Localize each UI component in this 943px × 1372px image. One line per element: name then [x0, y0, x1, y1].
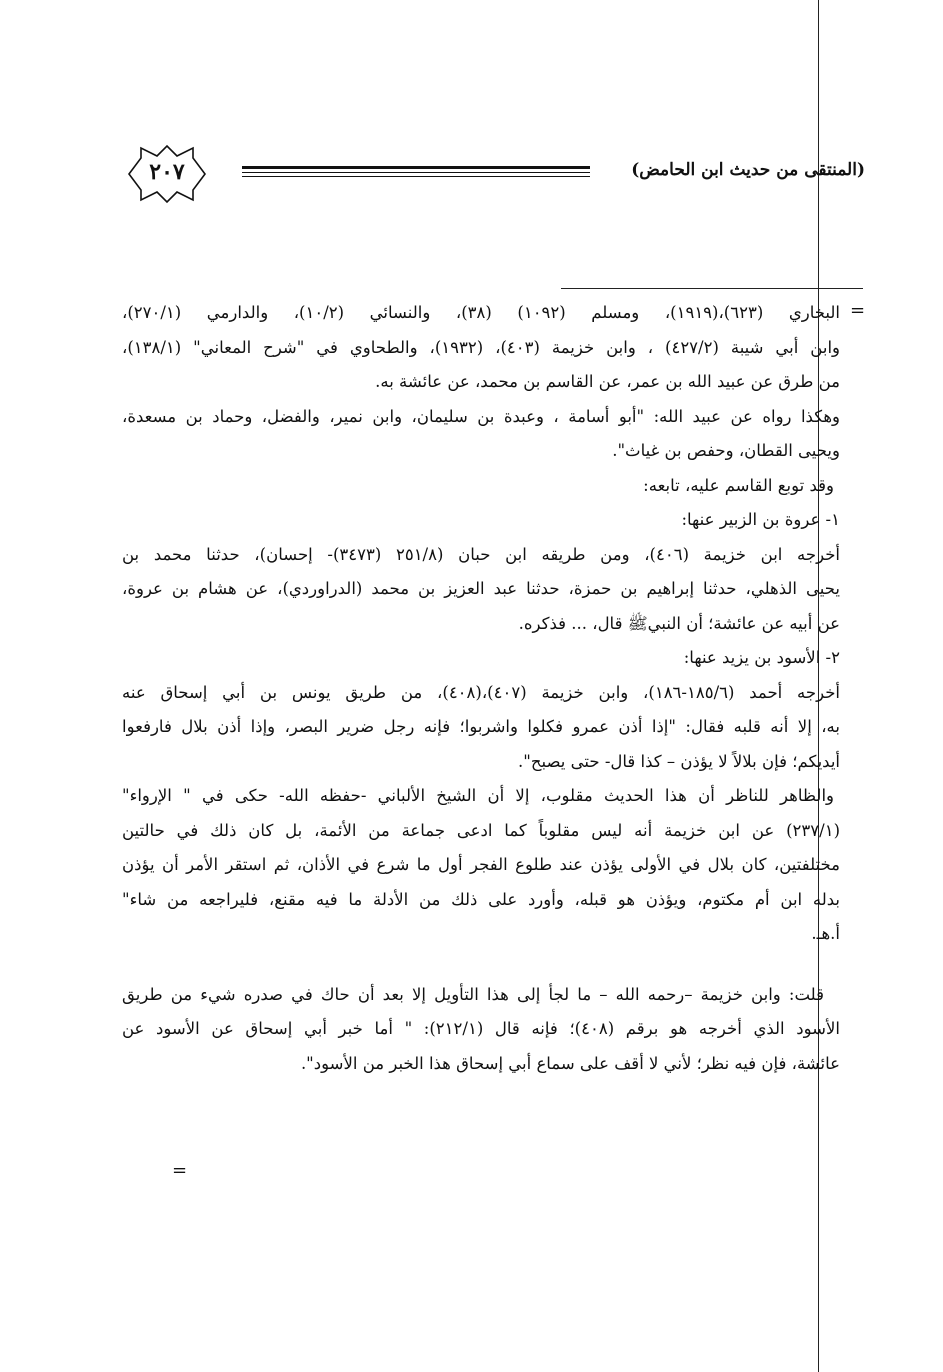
- text-line: ٢- الأسود بن يزيد عنها:: [683, 648, 840, 667]
- text-line: من طرق عن عبيد الله بن عمر، عن القاسم بن محمد، عن عائشة به.: [375, 372, 840, 391]
- page-number-badge: [119, 144, 215, 204]
- text-line: وقد توبع القاسم عليه، تابعه:: [643, 475, 834, 495]
- text-line: يحيى الذهلي، حدثنا إبراهيم بن حمزة، حدثنا عبد العزيز بن محمد (الدراوردي)، عن هشام بن عروة،: [122, 579, 840, 598]
- text-line: قلت: وابن خزيمة –رحمه الله – ما لجأ إلى هذا التأويل إلا بعد أن حاك في صدره شيء من طريق: [122, 984, 824, 1004]
- text-line: أ.هـ.: [811, 924, 840, 943]
- header-rule-thick: [242, 166, 590, 169]
- running-header-title: (المنتقى من حديث ابن الحامض): [631, 160, 865, 180]
- text-line: أيديكم؛ فإن بلالاً لا يؤذن – كذا قال- حتى يصبح".: [518, 751, 840, 771]
- text-line: وابن أبي شيبة (٤٢٧/٢) ، وابن خزيمة (٤٠٣)، (١٩٣٢)، والطحاوي في "شرح المعاني" (١٣٨/١)،: [122, 337, 840, 357]
- footnote-continuation-marker: =: [850, 300, 866, 321]
- footnote-text: [122, 296, 840, 1081]
- text-line: بدله ابن أم مكتوم، ويؤذن هو قبله، وأورد على ذلك من الأدلة ما فيه مقنع، فليراجعه من شاء": [122, 889, 840, 909]
- text-line: به، إلا أنه قلبه فقال: "إذا أذن عمرو فكلوا واشربوا؛ فإنه رجل ضرير البصر، وإذا أذن بلال فارفعوا: [122, 717, 840, 736]
- text-line: أخرجه ابن خزيمة (٤٠٦)، ومن طريقه ابن حبان (٢٥١/٨ (٣٤٧٣)- إحسان)، حدثنا محمد بن: [122, 544, 840, 564]
- text-line: أخرجه أحمد (١٨٥/٦-١٨٦)، وابن خزيمة (٤٠٧)،(٤٠٨)، من طريق يونس بن أبي إسحاق عنه: [122, 682, 840, 702]
- text-line: ويحيى القطان، وحفص بن غياث".: [612, 441, 840, 460]
- text-line: (٢٣٧/١) عن ابن خزيمة أنه ليس مقلوباً كما ادعى جماعة من الأئمة، بل كان ذلك في حالتين: [122, 820, 840, 840]
- header-rule-thin-2: [242, 176, 590, 177]
- text-line: والظاهر للناظر أن هذا الحديث مقلوب، إلا أن الشيخ الألباني -حفظه الله- حكى في " الإرواء": [122, 786, 834, 805]
- text-line: وهكذا رواه عن عبيد الله: "أبو أسامة ، وعبدة بن سليمان، وابن نمير، والفضل، وحماد بن مسعدة،: [122, 406, 840, 426]
- text-line: عائشة، فإن فيه نظر؛ لأني لا أقف على سماع أبي إسحاق هذا الخبر من الأسود".: [300, 1053, 840, 1073]
- text-line: مختلفتين، كان بلال في الأولى يؤذن عند طلوع الفجر أول ما شرع في الأذان، ثم استقر الأمر أن يؤذن: [122, 855, 840, 874]
- header-rule-thin-1: [242, 172, 590, 173]
- footnote-end-marker: =: [172, 1160, 188, 1181]
- text-line: ١- عروة بن الزبير عنها:: [681, 510, 840, 529]
- paragraph-gap: [122, 952, 840, 978]
- text-line: عن أبيه عن عائشة؛ أن النبيﷺ قال، ... فذكره.: [518, 613, 840, 633]
- footnote-separator: [561, 288, 863, 289]
- text-line: البخاري (٦٢٣)،(١٩١٩)، ومسلم (١٠٩٢) (٣٨)، والنسائي (١٠/٢)، والدارمي (٢٧٠/١)،: [122, 303, 840, 322]
- text-line: الأسود الذي أخرجه هو برقم (٤٠٨)؛ فإنه قال (٢١٢/١): " أما خبر أبي إسحاق عن الأسود عن: [122, 1019, 840, 1038]
- page-number: ٢٠٧: [149, 159, 185, 185]
